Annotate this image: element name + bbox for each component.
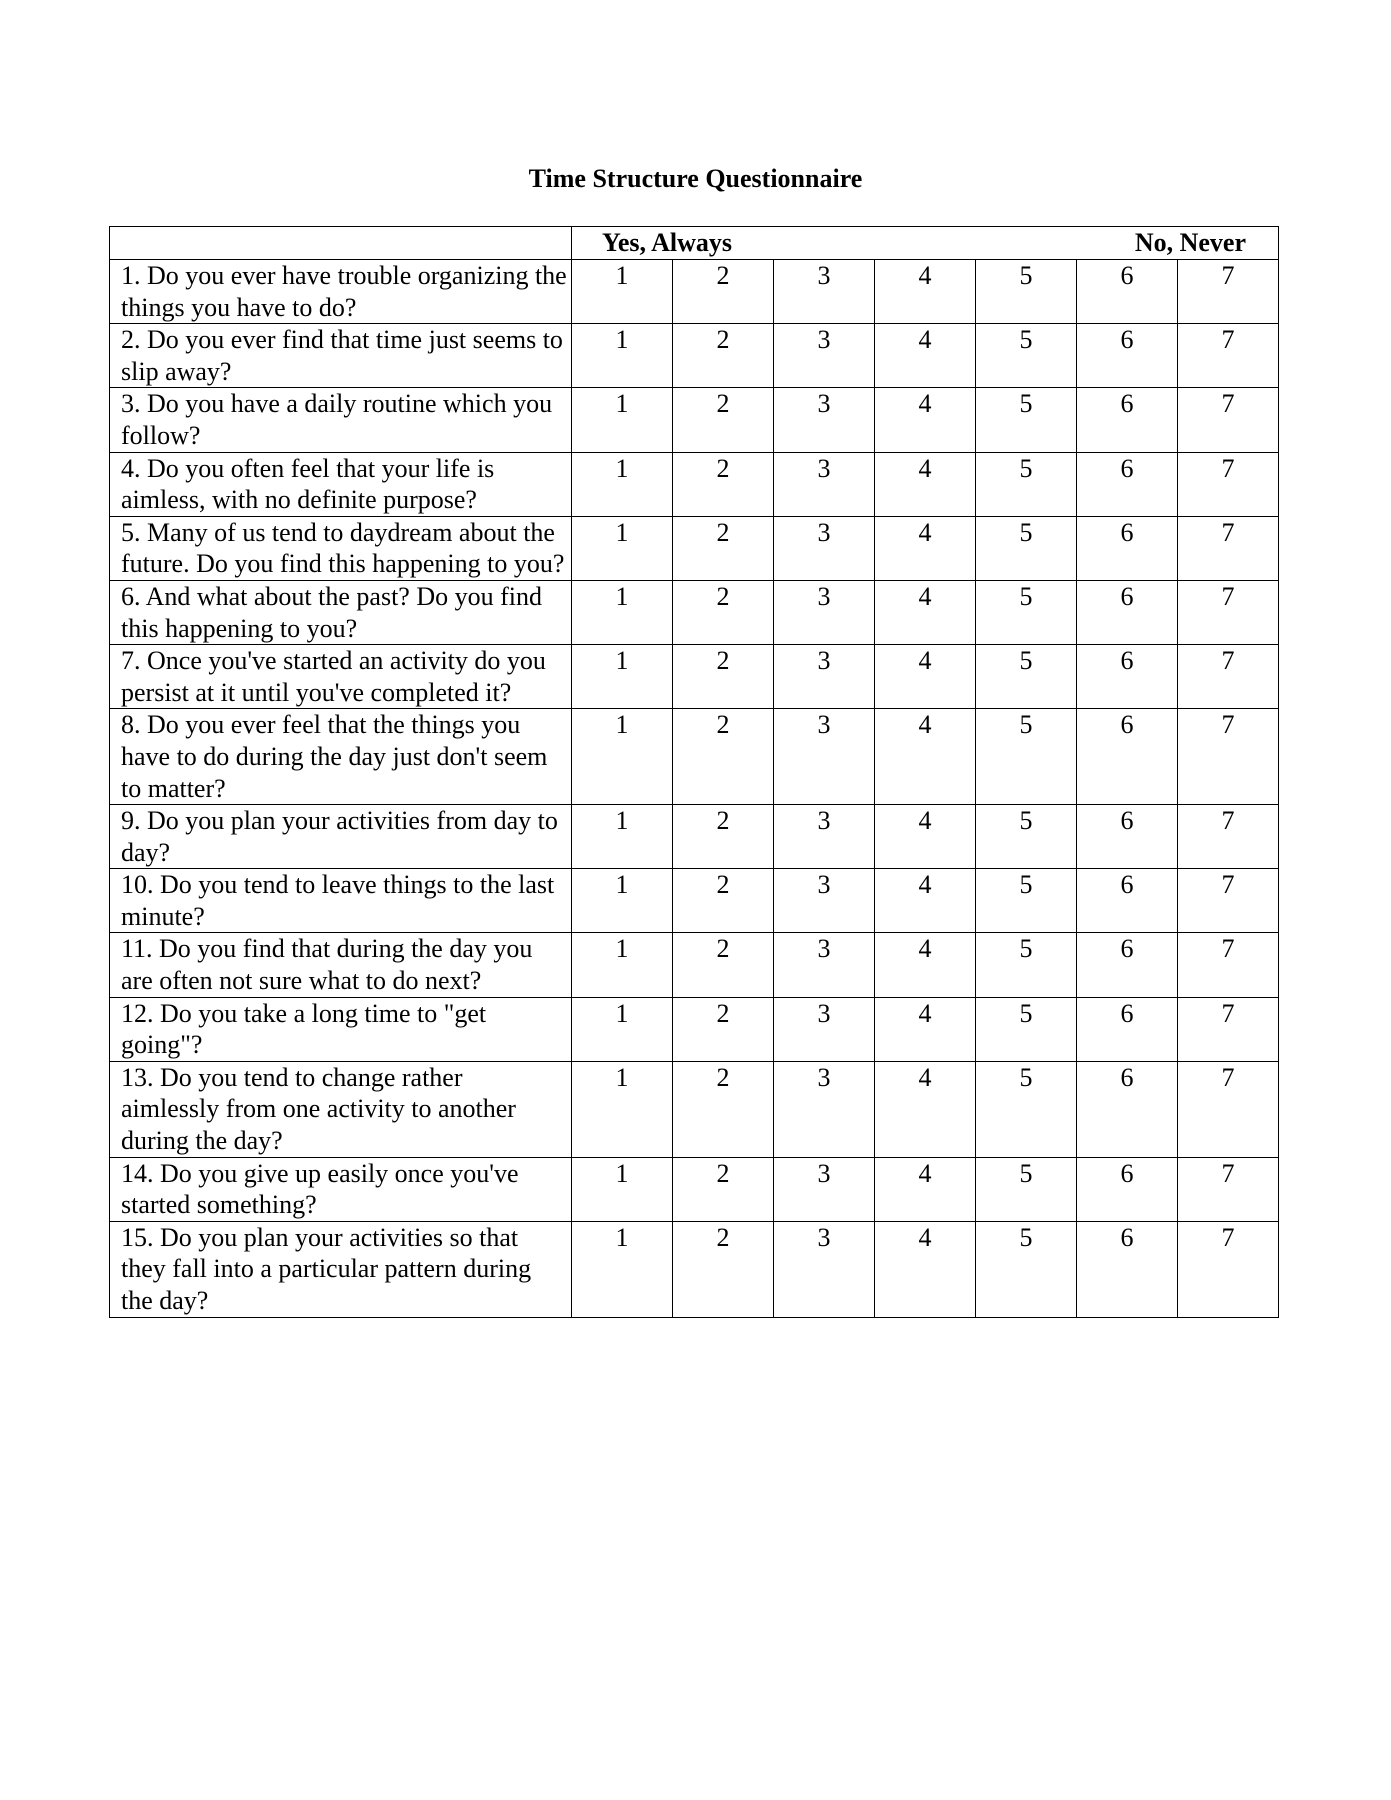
rating-option-1[interactable]: 1 bbox=[572, 324, 673, 388]
scale-right-label: No, Never bbox=[1134, 228, 1247, 257]
rating-option-3[interactable]: 3 bbox=[774, 452, 875, 516]
question-row bbox=[110, 933, 1279, 997]
rating-option-7[interactable]: 7 bbox=[1178, 709, 1279, 805]
question-row bbox=[110, 388, 1279, 452]
rating-option-6[interactable]: 6 bbox=[1077, 1157, 1178, 1221]
question-text: 11. Do you find that during the day you are often not sure what to do next? bbox=[110, 933, 572, 997]
rating-option-7[interactable]: 7 bbox=[1178, 260, 1279, 324]
question-row bbox=[110, 1157, 1279, 1221]
rating-option-7[interactable]: 7 bbox=[1178, 805, 1279, 869]
rating-option-2[interactable]: 2 bbox=[673, 260, 774, 324]
rating-option-5[interactable]: 5 bbox=[976, 933, 1077, 997]
rating-option-1[interactable]: 1 bbox=[572, 1221, 673, 1317]
rating-option-6[interactable]: 6 bbox=[1077, 580, 1178, 644]
question-row bbox=[110, 869, 1279, 933]
rating-option-5[interactable]: 5 bbox=[976, 516, 1077, 580]
rating-option-4[interactable]: 4 bbox=[875, 997, 976, 1061]
rating-option-2[interactable]: 2 bbox=[673, 933, 774, 997]
rating-option-4[interactable]: 4 bbox=[875, 388, 976, 452]
question-row bbox=[110, 452, 1279, 516]
question-text: 14. Do you give up easily once you've started something? bbox=[110, 1157, 572, 1221]
rating-option-2[interactable]: 2 bbox=[673, 997, 774, 1061]
rating-option-3[interactable]: 3 bbox=[774, 1221, 875, 1317]
rating-option-3[interactable]: 3 bbox=[774, 1157, 875, 1221]
rating-option-7[interactable]: 7 bbox=[1178, 933, 1279, 997]
rating-option-2[interactable]: 2 bbox=[673, 1061, 774, 1157]
question-row bbox=[110, 516, 1279, 580]
rating-option-5[interactable]: 5 bbox=[976, 452, 1077, 516]
rating-option-1[interactable]: 1 bbox=[572, 645, 673, 709]
questionnaire-table bbox=[109, 226, 1279, 1318]
rating-option-4[interactable]: 4 bbox=[875, 869, 976, 933]
rating-option-3[interactable]: 3 bbox=[774, 580, 875, 644]
rating-option-6[interactable]: 6 bbox=[1077, 260, 1178, 324]
question-row bbox=[110, 1061, 1279, 1157]
rating-option-2[interactable]: 2 bbox=[673, 1157, 774, 1221]
rating-option-7[interactable]: 7 bbox=[1178, 580, 1279, 644]
rating-option-5[interactable]: 5 bbox=[976, 388, 1077, 452]
question-row bbox=[110, 997, 1279, 1061]
scale-left-label: Yes, Always bbox=[602, 228, 733, 257]
rating-option-7[interactable]: 7 bbox=[1178, 1061, 1279, 1157]
rating-option-6[interactable]: 6 bbox=[1077, 324, 1178, 388]
rating-option-7[interactable]: 7 bbox=[1178, 388, 1279, 452]
rating-option-7[interactable]: 7 bbox=[1178, 452, 1279, 516]
question-row bbox=[110, 709, 1279, 805]
rating-option-2[interactable]: 2 bbox=[673, 709, 774, 805]
rating-option-7[interactable]: 7 bbox=[1178, 997, 1279, 1061]
question-text: 5. Many of us tend to daydream about the future. Do you find this happening to you? bbox=[110, 516, 572, 580]
rating-option-5[interactable]: 5 bbox=[976, 1157, 1077, 1221]
question-row bbox=[110, 805, 1279, 869]
rating-option-6[interactable]: 6 bbox=[1077, 1061, 1178, 1157]
question-text: 12. Do you take a long time to "get going"? bbox=[110, 997, 572, 1061]
rating-option-1[interactable]: 1 bbox=[572, 516, 673, 580]
rating-option-5[interactable]: 5 bbox=[976, 645, 1077, 709]
rating-option-6[interactable]: 6 bbox=[1077, 997, 1178, 1061]
rating-option-6[interactable]: 6 bbox=[1077, 1221, 1178, 1317]
rating-option-7[interactable]: 7 bbox=[1178, 324, 1279, 388]
question-text: 13. Do you tend to change rather aimlessly from one activity to another during the day? bbox=[110, 1061, 572, 1157]
rating-option-4[interactable]: 4 bbox=[875, 516, 976, 580]
question-row bbox=[110, 1221, 1279, 1317]
rating-option-5[interactable]: 5 bbox=[976, 324, 1077, 388]
rating-option-4[interactable]: 4 bbox=[875, 933, 976, 997]
rating-option-1[interactable]: 1 bbox=[572, 805, 673, 869]
question-text: 8. Do you ever feel that the things you have to do during the day just don't seem to matter? bbox=[110, 709, 572, 805]
rating-option-3[interactable]: 3 bbox=[774, 260, 875, 324]
rating-option-7[interactable]: 7 bbox=[1178, 1221, 1279, 1317]
page-title: Time Structure Questionnaire bbox=[528, 164, 863, 193]
header-empty-cell bbox=[110, 227, 572, 260]
rating-option-3[interactable]: 3 bbox=[774, 645, 875, 709]
rating-option-3[interactable]: 3 bbox=[774, 709, 875, 805]
rating-option-3[interactable]: 3 bbox=[774, 805, 875, 869]
rating-option-1[interactable]: 1 bbox=[572, 1061, 673, 1157]
rating-option-6[interactable]: 6 bbox=[1077, 645, 1178, 709]
rating-option-4[interactable]: 4 bbox=[875, 580, 976, 644]
question-text: 2. Do you ever find that time just seems to slip away? bbox=[110, 324, 572, 388]
rating-option-7[interactable]: 7 bbox=[1178, 1157, 1279, 1221]
rating-option-7[interactable]: 7 bbox=[1178, 645, 1279, 709]
rating-option-3[interactable]: 3 bbox=[774, 997, 875, 1061]
question-text: 3. Do you have a daily routine which you follow? bbox=[110, 388, 572, 452]
rating-option-1[interactable]: 1 bbox=[572, 260, 673, 324]
question-text: 15. Do you plan your activities so that they fall into a particular pattern during the day? bbox=[110, 1221, 572, 1317]
question-text: 1. Do you ever have trouble organizing the things you have to do? bbox=[110, 260, 572, 324]
rating-option-2[interactable]: 2 bbox=[673, 805, 774, 869]
rating-option-1[interactable]: 1 bbox=[572, 933, 673, 997]
rating-option-2[interactable]: 2 bbox=[673, 388, 774, 452]
rating-option-4[interactable]: 4 bbox=[875, 1157, 976, 1221]
rating-option-1[interactable]: 1 bbox=[572, 869, 673, 933]
rating-option-1[interactable]: 1 bbox=[572, 997, 673, 1061]
rating-option-4[interactable]: 4 bbox=[875, 452, 976, 516]
rating-option-3[interactable]: 3 bbox=[774, 1061, 875, 1157]
rating-option-5[interactable]: 5 bbox=[976, 260, 1077, 324]
rating-option-6[interactable]: 6 bbox=[1077, 933, 1178, 997]
question-row bbox=[110, 260, 1279, 324]
rating-option-2[interactable]: 2 bbox=[673, 645, 774, 709]
rating-option-4[interactable]: 4 bbox=[875, 1061, 976, 1157]
rating-option-1[interactable]: 1 bbox=[572, 709, 673, 805]
question-text: 10. Do you tend to leave things to the last minute? bbox=[110, 869, 572, 933]
question-text: 6. And what about the past? Do you find this happening to you? bbox=[110, 580, 572, 644]
rating-option-2[interactable]: 2 bbox=[673, 580, 774, 644]
rating-option-2[interactable]: 2 bbox=[673, 516, 774, 580]
rating-option-4[interactable]: 4 bbox=[875, 1221, 976, 1317]
question-text: 7. Once you've started an activity do you persist at it until you've completed it? bbox=[110, 645, 572, 709]
rating-option-3[interactable]: 3 bbox=[774, 516, 875, 580]
rating-option-2[interactable]: 2 bbox=[673, 324, 774, 388]
rating-option-6[interactable]: 6 bbox=[1077, 452, 1178, 516]
rating-option-1[interactable]: 1 bbox=[572, 580, 673, 644]
rating-option-4[interactable]: 4 bbox=[875, 805, 976, 869]
rating-option-5[interactable]: 5 bbox=[976, 1221, 1077, 1317]
rating-option-3[interactable]: 3 bbox=[774, 933, 875, 997]
rating-option-4[interactable]: 4 bbox=[875, 324, 976, 388]
header-row bbox=[110, 227, 1279, 260]
rating-option-5[interactable]: 5 bbox=[976, 869, 1077, 933]
rating-option-3[interactable]: 3 bbox=[774, 388, 875, 452]
rating-option-3[interactable]: 3 bbox=[774, 324, 875, 388]
rating-option-6[interactable]: 6 bbox=[1077, 709, 1178, 805]
scale-header bbox=[572, 227, 1279, 260]
rating-option-4[interactable]: 4 bbox=[875, 709, 976, 805]
rating-option-5[interactable]: 5 bbox=[976, 1061, 1077, 1157]
rating-option-5[interactable]: 5 bbox=[976, 805, 1077, 869]
rating-option-5[interactable]: 5 bbox=[976, 709, 1077, 805]
rating-option-2[interactable]: 2 bbox=[673, 1221, 774, 1317]
rating-option-2[interactable]: 2 bbox=[673, 869, 774, 933]
rating-option-2[interactable]: 2 bbox=[673, 452, 774, 516]
rating-option-1[interactable]: 1 bbox=[572, 1157, 673, 1221]
rating-option-1[interactable]: 1 bbox=[572, 452, 673, 516]
question-row bbox=[110, 324, 1279, 388]
question-text: 4. Do you often feel that your life is aimless, with no definite purpose? bbox=[110, 452, 572, 516]
rating-option-5[interactable]: 5 bbox=[976, 580, 1077, 644]
question-text: 9. Do you plan your activities from day to day? bbox=[110, 805, 572, 869]
rating-option-6[interactable]: 6 bbox=[1077, 388, 1178, 452]
rating-option-3[interactable]: 3 bbox=[774, 869, 875, 933]
rating-option-7[interactable]: 7 bbox=[1178, 869, 1279, 933]
question-row bbox=[110, 645, 1279, 709]
rating-option-6[interactable]: 6 bbox=[1077, 869, 1178, 933]
rating-option-1[interactable]: 1 bbox=[572, 388, 673, 452]
rating-option-4[interactable]: 4 bbox=[875, 260, 976, 324]
rating-option-7[interactable]: 7 bbox=[1178, 516, 1279, 580]
rating-option-4[interactable]: 4 bbox=[875, 645, 976, 709]
rating-option-6[interactable]: 6 bbox=[1077, 805, 1178, 869]
rating-option-5[interactable]: 5 bbox=[976, 997, 1077, 1061]
rating-option-6[interactable]: 6 bbox=[1077, 516, 1178, 580]
question-row bbox=[110, 580, 1279, 644]
